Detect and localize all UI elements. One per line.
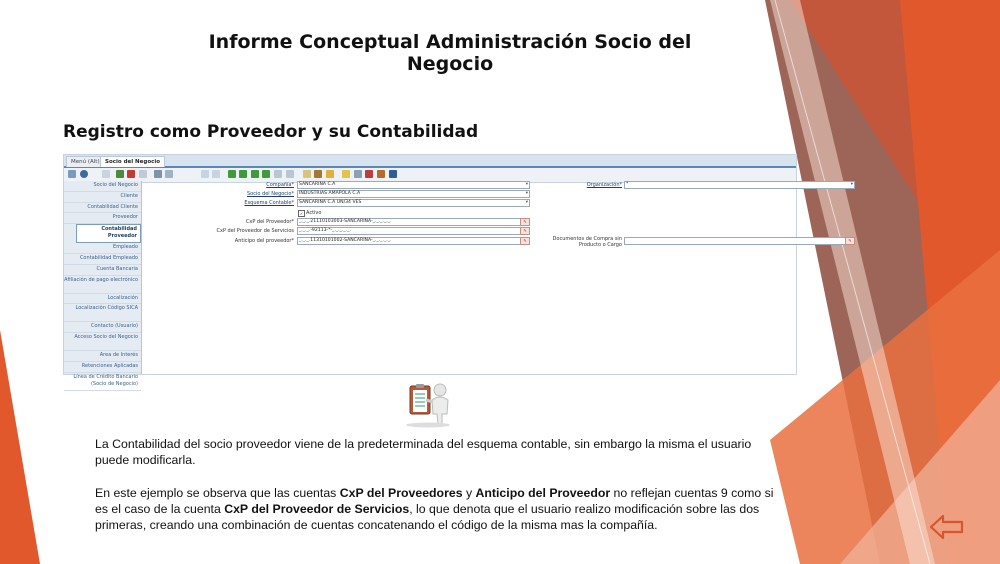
cxp-services-account-button[interactable]: ✎ — [520, 227, 530, 235]
advance-value: _._._.11310101002-SANCARINA-_._._._._. — [299, 238, 392, 243]
schema-field[interactable] — [297, 199, 530, 207]
cxp-services-label: CxP del Proveedor de Servicios — [216, 228, 294, 234]
toolbar-info-icon[interactable] — [80, 170, 88, 178]
paragraph-text: no reflejan cuentas 9 como si es el caso de la cuenta — [95, 486, 774, 516]
chevron-down-icon[interactable]: ▾ — [525, 182, 528, 187]
toolbar-archive-icon[interactable] — [314, 170, 322, 178]
sidebar-item-cliente[interactable]: Cliente — [64, 192, 141, 203]
advance-field[interactable] — [297, 237, 522, 245]
tab-menu[interactable]: Menú (Alt) — [66, 156, 105, 167]
company-field[interactable] — [297, 181, 530, 189]
toolbar-detail-icon[interactable] — [286, 170, 294, 178]
slide-subtitle: Registro como Proveedor y su Contabilidad — [63, 122, 479, 142]
paragraph-text: y — [462, 486, 476, 500]
toolbar-last-icon[interactable] — [262, 170, 270, 178]
deco-left-triangle — [0, 330, 40, 564]
app-screenshot — [63, 154, 853, 387]
docs-label: Documentos de Compra sin Producto o Cargo — [552, 236, 622, 248]
sidebar-item-retenciones[interactable]: Retenciones Aplicadas — [64, 362, 141, 373]
sidebar-item-proveedor[interactable]: Proveedor — [64, 213, 141, 224]
sidebar-item-contacto[interactable]: Contacto (Usuario) — [64, 322, 141, 333]
active-checkbox[interactable]: ✓ — [299, 211, 304, 216]
org-field[interactable] — [624, 181, 855, 189]
bpartner-value: INDUSTRIAS AMAPOLA C.A — [299, 191, 361, 196]
advance-account-button[interactable]: ✎ — [520, 237, 530, 245]
sidebar-item-empleado[interactable]: Empleado — [64, 243, 141, 254]
sidebar-item-acceso-socio[interactable]: Acceso Socio del Negocio — [64, 333, 141, 351]
sidebar-item-cuenta-bancaria[interactable]: Cuenta Bancaria — [64, 265, 141, 276]
toolbar-save-icon[interactable] — [116, 170, 124, 178]
sidebar-item-contabilidad-cliente[interactable]: Contabilidad Cliente — [64, 203, 141, 214]
toolbar-nav-icon[interactable] — [68, 170, 76, 178]
sidebar-item-contabilidad-empleado[interactable]: Contabilidad Empleado — [64, 254, 141, 265]
company-value: SANCARINA C.A — [299, 182, 336, 187]
tab-socio-negocio[interactable]: Socio del Negocio — [100, 156, 165, 167]
toolbar-print-icon[interactable] — [326, 170, 334, 178]
cxp-account-button[interactable]: ✎ — [520, 218, 530, 226]
toolbar-refresh-icon[interactable] — [154, 170, 162, 178]
cxp-value: _._._.21110103003-SANCARINA-_._._._._. — [299, 219, 392, 224]
sidebar-item-localizacion[interactable]: Localización — [64, 294, 141, 305]
toolbar-delete-icon[interactable] — [127, 170, 135, 178]
paragraph-example — [95, 485, 775, 533]
sidebar-item-localizacion-sica[interactable]: Localización Código SICA — [64, 304, 141, 322]
schema-value: SANCARINA C.A UN/34 VES — [299, 200, 362, 205]
toolbar-new-icon[interactable] — [102, 170, 110, 178]
chevron-down-icon[interactable]: ▾ — [525, 191, 528, 196]
slide-title: Informe Conceptual Administración Socio del Negocio — [208, 31, 692, 75]
app-sidebar — [64, 181, 142, 387]
sidebar-item-socio-negocio[interactable]: Socio del Negocio — [64, 181, 141, 192]
toolbar-workflow-icon[interactable] — [365, 170, 373, 178]
clipboard-person-icon — [400, 380, 456, 428]
toolbar-zoom-icon[interactable] — [354, 170, 362, 178]
chevron-down-icon[interactable]: ▾ — [525, 200, 528, 205]
company-label: Compañía* — [266, 182, 294, 188]
cxp-services-field[interactable] — [297, 227, 522, 235]
toolbar-search-icon[interactable] — [165, 170, 173, 178]
bpartner-label: Socio del Negocio* — [247, 191, 294, 197]
paragraph-text: En este ejemplo se observa que las cuentas — [95, 486, 340, 500]
sidebar-item-contabilidad-proveedor[interactable]: Contabilidad Proveedor — [76, 224, 141, 243]
toolbar-grid-icon[interactable] — [201, 170, 209, 178]
app-tabbar — [64, 155, 796, 168]
chevron-down-icon[interactable]: ▾ — [850, 182, 853, 187]
docs-field[interactable] — [624, 237, 847, 245]
bpartner-field[interactable] — [297, 190, 530, 198]
advance-label: Anticipo del proveedor* — [234, 238, 294, 244]
back-arrow-icon[interactable] — [929, 513, 965, 541]
cxp-field[interactable] — [297, 218, 522, 226]
toolbar-first-icon[interactable] — [228, 170, 236, 178]
org-label: Organización* — [586, 182, 622, 188]
contabilidad-proveedor-form — [142, 181, 853, 374]
paragraph-bold-cxp-servicios: CxP del Proveedor de Servicios — [224, 502, 410, 516]
cxp-label: CxP del Proveedor* — [245, 219, 294, 225]
org-value: * — [626, 182, 629, 187]
toolbar-process-icon[interactable] — [377, 170, 385, 178]
toolbar-report-icon[interactable] — [303, 170, 311, 178]
toolbar-attach-icon[interactable] — [212, 170, 220, 178]
sidebar-item-afiliacion-pago[interactable]: Afiliación de pago electrónico — [64, 276, 141, 294]
toolbar-lock-icon[interactable] — [342, 170, 350, 178]
toolbar-prev-icon[interactable] — [239, 170, 247, 178]
toolbar-parent-icon[interactable] — [274, 170, 282, 178]
paragraph-bold-cxp: CxP del Proveedores — [339, 486, 463, 500]
paragraph-bold-anticipo: Anticipo del Proveedor — [475, 486, 611, 500]
paragraph-text: , lo que denota que el usuario realizo modificación sobre las dos primeras, creando una combinación de cuentas concatenando el código de la misma mas la compañía. — [95, 502, 760, 532]
cxp-services-value: _._._.-92113-*-_._._._._. — [299, 228, 351, 233]
toolbar-exit-icon[interactable] — [389, 170, 397, 178]
paragraph-intro: La Contabilidad del socio proveedor viene de la predeterminada del esquema contable, sin embargo la misma el usuario puede modificarla. — [95, 437, 752, 467]
schema-label: Esquema Contable* — [244, 200, 294, 206]
docs-account-button[interactable]: ✎ — [845, 237, 855, 245]
toolbar-copy-icon[interactable] — [139, 170, 147, 178]
toolbar-next-icon[interactable] — [251, 170, 259, 178]
sidebar-item-linea-credito[interactable]: Línea de Crédito Bancario (Socio de Negocio) — [64, 373, 141, 391]
sidebar-item-area-interes[interactable]: Area de Interés — [64, 351, 141, 362]
active-label: Activo — [306, 210, 322, 216]
